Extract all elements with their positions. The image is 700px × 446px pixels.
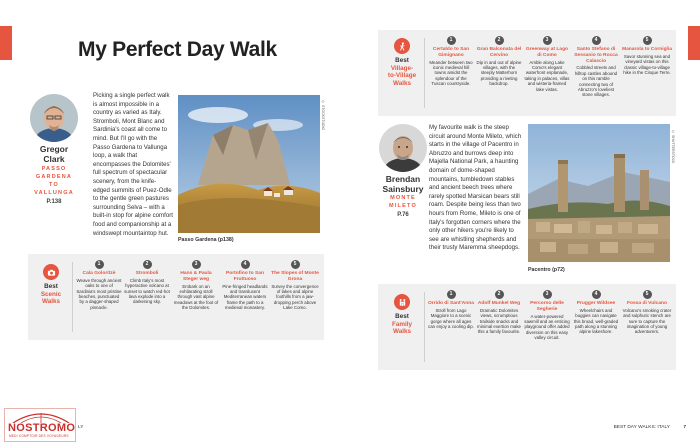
brendan-avatar <box>379 124 427 172</box>
family-icon <box>394 294 410 310</box>
box-scenic-divider <box>72 262 73 332</box>
globe-arc-icon <box>5 409 77 423</box>
box-family-divider <box>424 292 425 362</box>
gregor-name: Gregor Clark <box>39 144 69 164</box>
gregor-page-ref: P.138 <box>46 199 62 205</box>
village-item-2: 2 Gran Balconata del Cervino Dip in and out of alpine villages, with the steeply Matterhorn providing a riveting backdrop. <box>476 37 522 87</box>
gregor-portrait-icon <box>30 94 78 142</box>
brendan-portrait-icon <box>379 124 427 172</box>
gregor-text: Picking a single perfect walk is almost impossible in a country as varied as Italy. Stromboli, Mont Blanc and Sardinia's coast all come to mind. But I'll go with the Passo Gardena to Vallunga loop, a walk that encompasses the Dolomites' full spectrum of spectacular scenery, from the knife-edged summits of Puez-Odle to the gentle green pastures surrounding Selva – with a built-in stop for alpine comfort food and companionship at a windswept mountaintop hut. <box>93 92 173 237</box>
page-edge-tab-right <box>688 26 700 60</box>
box-village-label: Best Village- to-Village Walks <box>382 38 422 87</box>
pacentro-photo-credit: © SHUTTERSTOCK <box>671 130 675 164</box>
family-item-5: 5 Fossa di Vulcano Volcano's smoking crater and sulphuric stench are sure to capture the imagination of young adventurers. <box>622 291 672 335</box>
scenic-item-3: 3 Hans & Paula Steger weg Embark on an exhilarating stroll through vast alpine meadows at the foot of the Dolomites. <box>173 261 219 311</box>
page-edge-tab-left <box>0 26 12 60</box>
footer-running-title: BEST DAY WALKS: ITALY <box>613 425 670 430</box>
village-item-3: 3 Greenway at Lago di Como Amble along Lake Como's elegant waterfront esplanade, taking in palaces, villas and wisteria-framed lake vistas. <box>524 37 570 92</box>
village-item-1: 1 Certaldo to San Gimignano Meander between two iconic medieval hill towns amidst the splendour of the Tuscan countryside. <box>429 37 473 87</box>
scenic-item-5: 5 The Slopes of Monte Grona Survey the convergence of lakes and alpine foothills from a jaw-dropping perch above Lake Como. <box>271 261 319 311</box>
scenic-item-2: 2 Stromboli Climb Italy's most hyperactive volcano at sunset to watch red-hot lava explode into a darkening sky. <box>124 261 170 305</box>
gregor-avatar <box>30 94 78 142</box>
village-item-5: 5 Manarola to Corniglia Savor stunning sea and vineyard vistas on this classic village-to-village hike in the Cinque Terre. <box>622 37 672 76</box>
passo-photo-credit: © STOCKSTUDIO <box>321 100 325 131</box>
passo-gardena-photo <box>178 95 320 233</box>
pacentro-photo <box>528 124 670 262</box>
brendan-name: Brendan Sainsbury <box>382 174 424 194</box>
village-item-4: 4 Santo Stefano di Sessanio to Rocca Calascio Cobbled streets and hilltop castles abound on this ramble connecting two of Abruzzo's loveliest stone villages. <box>574 37 618 98</box>
box-family-walks <box>378 284 676 370</box>
box-village-walks <box>378 30 676 116</box>
camera-icon <box>43 264 59 280</box>
brendan-location: MONTE MILETO <box>389 195 417 209</box>
box-scenic-walks <box>28 254 324 340</box>
family-item-3: 3 Percorso delle Segherie A water-powered sawmill and an enticing playground offer added diversion on this easy valley circuit. <box>524 291 570 341</box>
footer-page-number: 7 <box>683 425 686 430</box>
footer-left-text: LY <box>78 425 84 430</box>
nostromo-watermark-logo: NOSTROMO MEDI COMPTOIR DES VOYAGEURS <box>4 408 76 442</box>
family-item-4: 4 Prugger Wildsee Wheelchairs and buggies can navigate this broad, well-graded path along a stunning alpine lakeshore. <box>573 291 619 335</box>
box-scenic-label: Best Scenic Walks <box>32 264 70 306</box>
family-item-2: 2 Adolf Munkel Weg Dramatic Dolomites views, scrumptious trailside snacks and minimal exertion make this a family favourite. <box>477 291 521 335</box>
page-title: My Perfect Day Walk <box>78 38 277 61</box>
box-family-label: Best Family Walks <box>382 294 422 336</box>
walking-person-icon <box>394 38 410 54</box>
gregor-location: PASSO GARDENA TO VALLUNGA <box>34 166 74 196</box>
scenic-item-4: 4 Portofino to San Fruttuoso Pine-fringed headlands and translucent Mediterranean waters frame the path to a medieval monastery. <box>222 261 268 311</box>
family-item-1: 1 Orrido di Sant'Anna Stroll from Lago Maggiore to a scenic gorge where all ages can enjoy a cooling dip. <box>428 291 474 330</box>
passo-photo-caption: Passo Gardena (p138) <box>178 237 234 243</box>
scenic-item-1: 1 Cala Goloritzè Weave through ancient oaks to one of Sardinia's most pristine beaches, punctuated by a dagger-shaped pinnacle. <box>76 261 122 310</box>
pacentro-photo-caption: Pacentro (p72) <box>528 267 565 273</box>
brendan-text: My favourite walk is the steep circuit around Monte Mileto, which starts in the village of Pacentro in Abruzzo and burrows deep into Majella National Park, a haunting domain of dome-shaped mountains, tumbledown stables and ancient beech trees where rarely spotted Marsican bears still roam. Despite being less than two hours from Rome, Mileto is one of Italy's forgotten corners where the only other hikers you're likely to see are whistling shepherds and their trusty Maremma sheepdogs. <box>429 124 522 252</box>
box-village-divider <box>424 38 425 108</box>
brendan-page-ref: P.76 <box>397 212 409 218</box>
